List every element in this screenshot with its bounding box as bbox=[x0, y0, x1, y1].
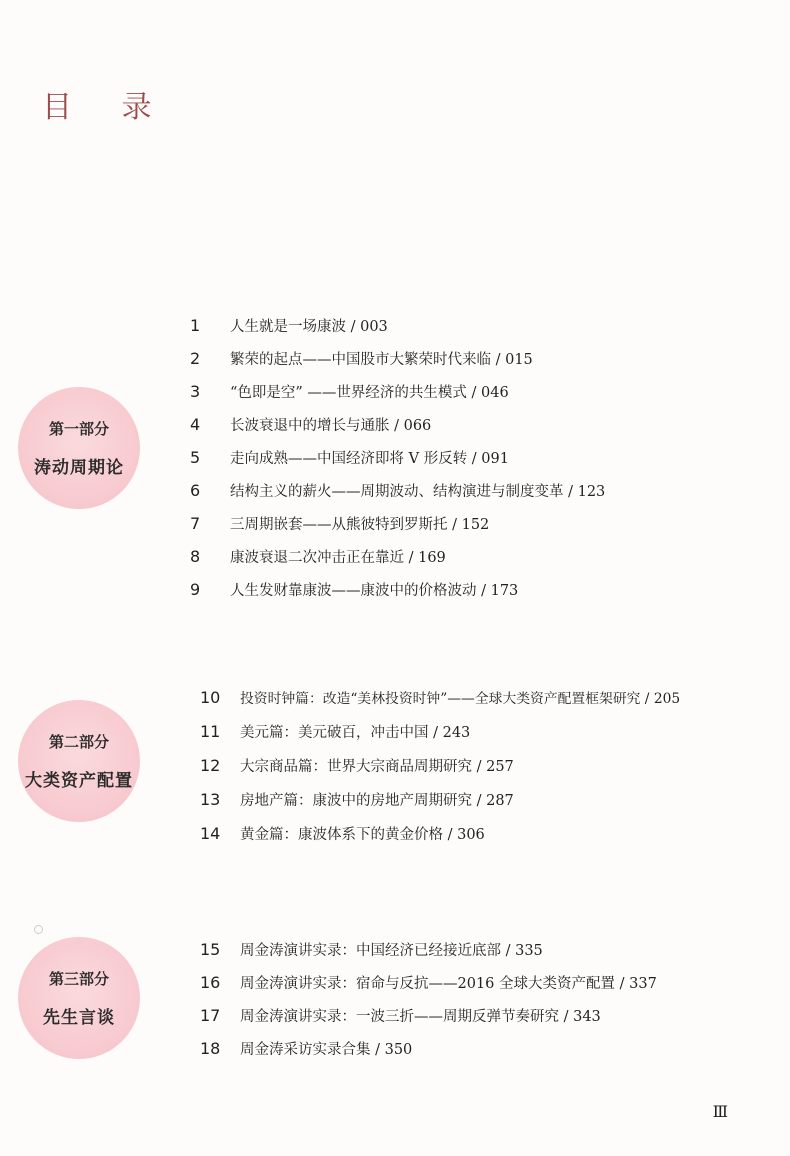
part-name: 涛动周期论 bbox=[34, 458, 124, 478]
entry-number: 5 bbox=[190, 448, 201, 467]
entry-number: 11 bbox=[200, 722, 221, 741]
entry-text: 房地产篇：康波中的房地产周期研究 / 287 bbox=[240, 793, 514, 809]
entry-text: 周金涛演讲实录：一波三折——周期反弹节奏研究 / 343 bbox=[240, 1009, 601, 1025]
page-title: 目 录 bbox=[42, 90, 172, 125]
entry-number: 17 bbox=[200, 1006, 221, 1025]
toc-entry-4[interactable] bbox=[190, 414, 431, 435]
entry-number: 12 bbox=[200, 756, 221, 775]
part-badge-2 bbox=[18, 700, 140, 822]
toc-entry-17[interactable] bbox=[200, 1005, 601, 1026]
entry-text: 投资时钟篇：改造“美林投资时钟”——全球大类资产配置框架研究 / 205 bbox=[240, 691, 681, 707]
toc-entry-11[interactable] bbox=[200, 721, 470, 742]
toc-entry-10[interactable] bbox=[200, 687, 680, 707]
decorative-dot bbox=[34, 925, 43, 934]
toc-entry-15[interactable] bbox=[200, 939, 543, 960]
entry-number: 13 bbox=[200, 790, 221, 809]
toc-entry-2[interactable] bbox=[190, 348, 533, 369]
entry-number: 4 bbox=[190, 415, 201, 434]
entry-text: 走向成熟——中国经济即将 V 形反转 / 091 bbox=[230, 451, 509, 467]
entry-text: 周金涛演讲实录：宿命与反抗——2016 全球大类资产配置 / 337 bbox=[240, 976, 657, 992]
toc-entry-18[interactable] bbox=[200, 1038, 412, 1059]
toc-entry-8[interactable] bbox=[190, 546, 446, 567]
toc-entry-1[interactable] bbox=[190, 315, 388, 336]
entry-number: 7 bbox=[190, 514, 201, 533]
toc-entry-9[interactable] bbox=[190, 579, 518, 600]
toc-entry-13[interactable] bbox=[200, 789, 514, 810]
entry-text: 人生发财靠康波——康波中的价格波动 / 173 bbox=[230, 583, 519, 599]
entry-text: 美元篇：美元破百，冲击中国 / 243 bbox=[240, 725, 471, 741]
entry-text: 黄金篇：康波体系下的黄金价格 / 306 bbox=[240, 827, 485, 843]
entry-text: 结构主义的薪火——周期波动、结构演进与制度变革 / 123 bbox=[230, 484, 606, 500]
entry-text: 长波衰退中的增长与通胀 / 066 bbox=[230, 418, 432, 434]
entry-text: 三周期嵌套——从熊彼特到罗斯托 / 152 bbox=[230, 517, 490, 533]
toc-entry-12[interactable] bbox=[200, 755, 514, 776]
entry-number: 2 bbox=[190, 349, 201, 368]
entry-number: 9 bbox=[190, 580, 201, 599]
entry-text: 人生就是一场康波 / 003 bbox=[230, 319, 388, 335]
part-label: 第三部分 bbox=[48, 970, 109, 988]
part-label: 第二部分 bbox=[48, 733, 109, 751]
entry-number: 14 bbox=[200, 824, 221, 843]
entry-number: 6 bbox=[190, 481, 201, 500]
entry-text: “色即是空” ——世界经济的共生模式 / 046 bbox=[230, 385, 509, 401]
entry-text: 大宗商品篇：世界大宗商品周期研究 / 257 bbox=[240, 759, 514, 775]
entry-text: 周金涛采访实录合集 / 350 bbox=[240, 1042, 413, 1058]
toc-entry-16[interactable] bbox=[200, 972, 657, 993]
part-badge-3 bbox=[18, 937, 140, 1059]
entry-text: 繁荣的起点——中国股市大繁荣时代来临 / 015 bbox=[230, 352, 533, 368]
entry-number: 8 bbox=[190, 547, 201, 566]
toc-entry-7[interactable] bbox=[190, 513, 489, 534]
part-name: 先生言谈 bbox=[43, 1008, 115, 1028]
page-number: Ⅲ bbox=[712, 1102, 728, 1121]
entry-text: 周金涛演讲实录：中国经济已经接近底部 / 335 bbox=[240, 943, 543, 959]
toc-entry-14[interactable] bbox=[200, 823, 485, 844]
entry-number: 10 bbox=[200, 688, 221, 707]
entry-number: 15 bbox=[200, 940, 221, 959]
part-name: 大类资产配置 bbox=[25, 771, 133, 791]
part-label: 第一部分 bbox=[48, 420, 109, 438]
toc-entry-3[interactable] bbox=[190, 381, 509, 402]
entry-number: 16 bbox=[200, 973, 221, 992]
entry-text: 康波衰退二次冲击正在靠近 / 169 bbox=[230, 550, 446, 566]
entry-number: 3 bbox=[190, 382, 201, 401]
part-badge-1 bbox=[18, 387, 140, 509]
entry-number: 1 bbox=[190, 316, 201, 335]
toc-entry-5[interactable] bbox=[190, 447, 509, 468]
entry-number: 18 bbox=[200, 1039, 221, 1058]
toc-entry-6[interactable] bbox=[190, 480, 605, 501]
